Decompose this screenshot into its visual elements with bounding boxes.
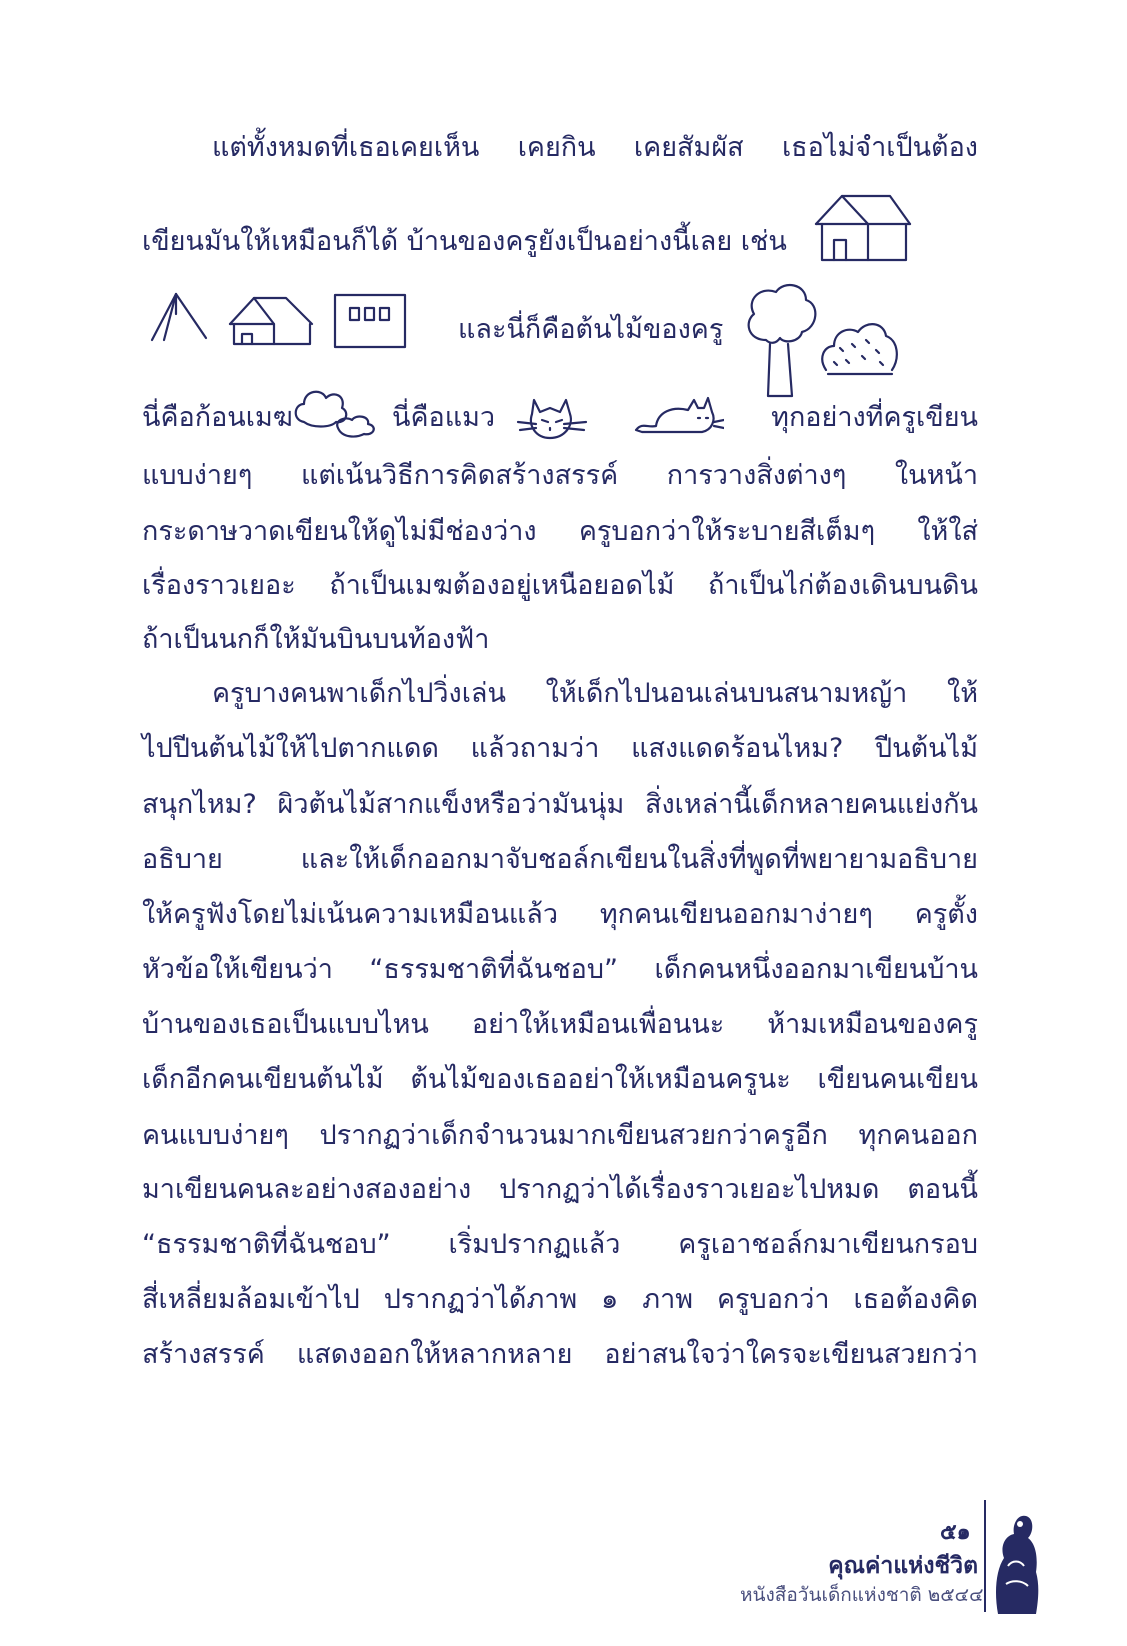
tree-icon	[740, 282, 820, 400]
footer-divider	[984, 1500, 986, 1612]
cat-face-icon	[516, 392, 588, 442]
cat-lying-icon	[632, 392, 724, 438]
body-line: คนแบบง่ายๆ ปรากฏว่าเด็กจำนวนมากเขียนสวยกว่าครูอีก ทุกคนออก	[142, 1120, 978, 1151]
bush-icon	[818, 318, 900, 378]
body-line: แบบง่ายๆ แต่เน้นวิธีการคิดสร้างสรรค์ การวางสิ่งต่างๆ ในหน้า	[142, 460, 978, 491]
body-line: มาเขียนคนละอย่างสองอย่าง ปรากฏว่าได้เรื่องราวเยอะไปหมด ตอนนี้	[142, 1174, 978, 1205]
book-subtitle: หนังสือวันเด็กแห่งชาติ ๒๕๔๔	[740, 1584, 984, 1606]
body-line: บ้านของเธอเป็นแบบไหน อย่าให้เหมือนเพื่อนนะ ห้ามเหมือนของครู	[142, 1009, 978, 1040]
body-line: นี่คือแมว	[392, 402, 496, 433]
small-house-icon	[226, 292, 316, 348]
body-line: ครูบางคนพาเด็กไปวิ่งเล่น ให้เด็กไปนอนเล่นบนสนามหญ้า ให้	[212, 678, 978, 709]
body-line: เด็กอีกคนเขียนต้นไม้ ต้นไม้ของเธออย่าให้เหมือนครูนะ เขียนคนเขียน	[142, 1064, 978, 1095]
body-line: แต่ทั้งหมดที่เธอเคยเห็น เคยกิน เคยสัมผัส เธอไม่จำเป็นต้อง	[212, 132, 978, 163]
body-line: สนุกไหม? ผิวต้นไม้สากแข็งหรือว่ามันนุ่ม สิ่งเหล่านี้เด็กหลายคนแย่งกัน	[142, 789, 978, 820]
body-line: เขียนมันให้เหมือนก็ได้ บ้านของครูยังเป็นอย่างนี้เลย เช่น	[142, 226, 787, 257]
body-line: อธิบาย และให้เด็กออกมาจับชอล์กเขียนในสิ่งที่พูดที่พยายามอธิบาย	[142, 844, 978, 875]
body-line: และนี่ก็คือต้นไม้ของครู	[458, 314, 724, 345]
child-photo	[990, 1496, 1040, 1618]
body-line: นี่คือก้อนเมฆ	[142, 402, 293, 433]
body-line: เรื่องราวเยอะ ถ้าเป็นเมฆต้องอยู่เหนือยอดไม้ ถ้าเป็นไก่ต้องเดินบนดิน	[142, 570, 978, 601]
body-line: สี่เหลี่ยมล้อมเข้าไป ปรากฏว่าได้ภาพ ๑ ภาพ ครูบอกว่า เธอต้องคิด	[142, 1284, 978, 1315]
body-line: ให้ครูฟังโดยไม่เน้นความเหมือนแล้ว ทุกคนเขียนออกมาง่ายๆ ครูตั้ง	[142, 899, 978, 930]
house-icon	[808, 190, 914, 264]
body-line: “ธรรมชาติที่ฉันชอบ” เริ่มปรากฏแล้ว ครูเอาชอล์กมาเขียนกรอบ	[142, 1229, 978, 1260]
body-line: ไปปีนต้นไม้ให้ไปตากแดด แล้วถามว่า แสงแดดร้อนไหม? ปีนต้นไม้	[142, 733, 978, 764]
page-number: ๕๑	[940, 1520, 971, 1545]
book-title: คุณค่าแห่งชีวิต	[828, 1553, 978, 1579]
body-line: หัวข้อให้เขียนว่า “ธรรมชาติที่ฉันชอบ” เด็กคนหนึ่งออกมาเขียนบ้าน	[142, 954, 978, 985]
body-line: ถ้าเป็นนกก็ให้มันบินบนท้องฟ้า	[142, 624, 490, 655]
body-line: สร้างสรรค์ แสดงออกให้หลากหลาย อย่าสนใจว่าใครจะเขียนสวยกว่า	[142, 1339, 978, 1370]
body-line: กระดาษวาดเขียนให้ดูไม่มีช่องว่าง ครูบอกว่าให้ระบายสีเต็มๆ ให้ใส่	[142, 516, 978, 547]
cloud-icon	[290, 384, 380, 440]
window-frame-icon	[332, 292, 408, 350]
body-line: ทุกอย่างที่ครูเขียน	[771, 402, 978, 433]
tent-icon	[148, 288, 210, 344]
